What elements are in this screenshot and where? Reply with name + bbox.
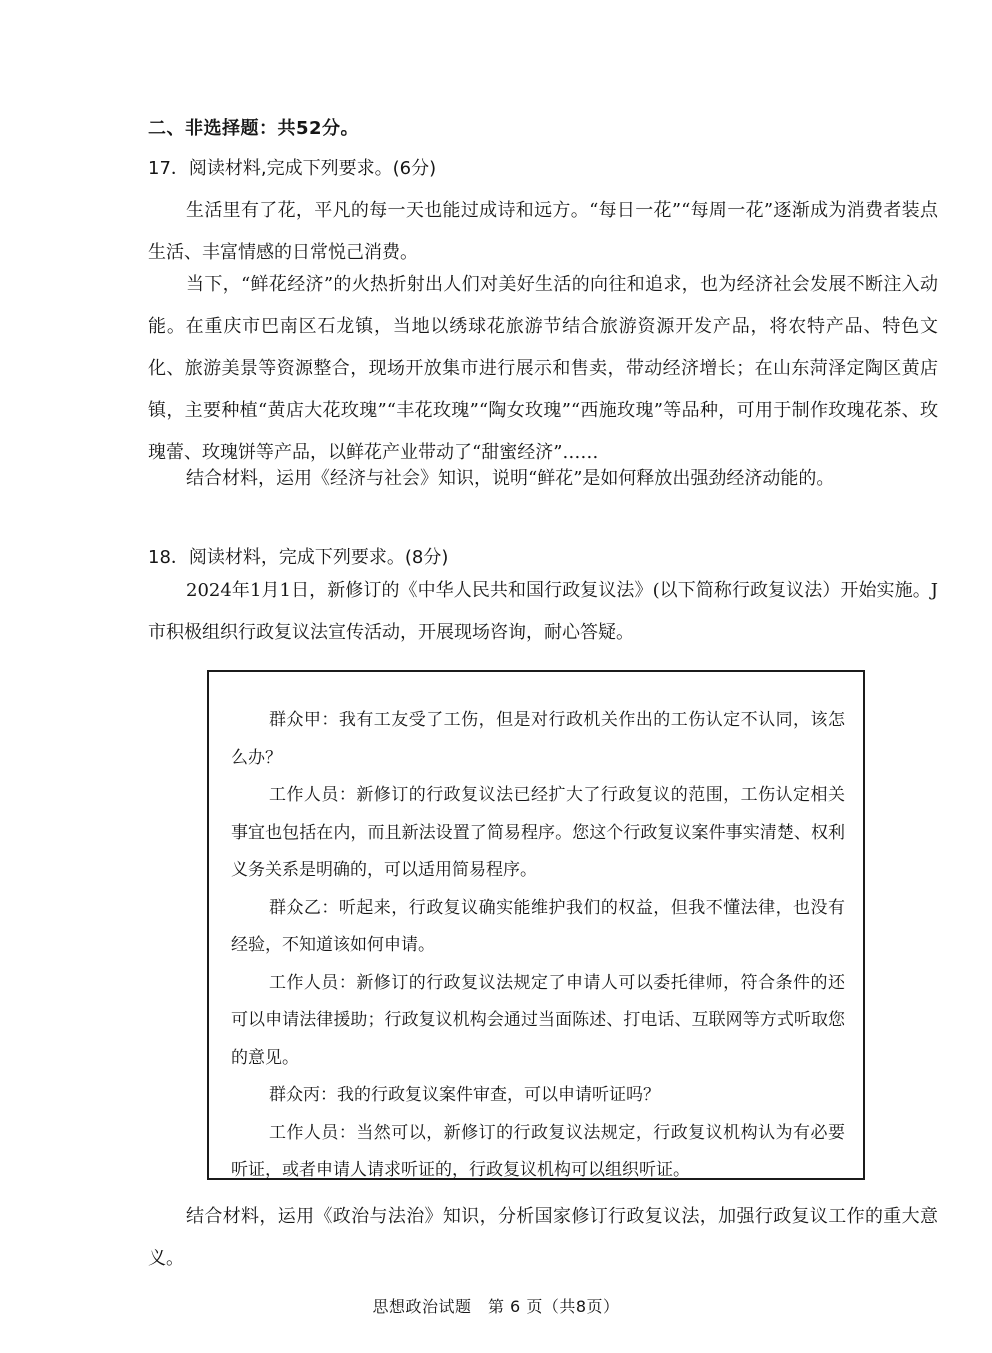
dialogue-line: 工作人员：当然可以，新修订的行政复议法规定，行政复议机构认为有必要听证，或者申请人请求听证的，行政复议机构可以组织听证。 bbox=[231, 1122, 845, 1180]
dialogue-line: 工作人员：新修订的行政复议法已经扩大了行政复议的范围，工伤认定相关事宜也包括在内，而且新法设置了简易程序。您这个行政复议案件事实清楚、权利义务关系是明确的，可以适用简易程序。 bbox=[231, 785, 845, 880]
dialogue-content bbox=[231, 702, 845, 1190]
dialogue-line: 群众丙：我的行政复议案件审查，可以申请听证吗？ bbox=[269, 1085, 660, 1105]
dialogue-line: 群众乙：听起来，行政复议确实能维护我们的权益，但我不懂法律，也没有经验，不知道该如何申请。 bbox=[231, 897, 845, 955]
question-18-heading: 18．阅读材料，完成下列要求。(8分) bbox=[148, 547, 449, 568]
question-17-task: 结合材料，运用《经济与社会》知识，说明“鲜花”是如何释放出强劲经济动能的。 bbox=[186, 468, 835, 489]
page-footer: 思想政治试题 第 6 页（共8页） bbox=[372, 1297, 620, 1316]
section-title: 二、非选择题：共52分。 bbox=[148, 118, 360, 139]
question-17-heading: 17．阅读材料,完成下列要求。(6分) bbox=[148, 158, 437, 179]
dialogue-line: 群众甲：我有工友受了工伤，但是对行政机关作出的工伤认定不认同，该怎么办？ bbox=[231, 710, 845, 768]
question-17-paragraph-2: 当下，“鲜花经济”的火热折射出人们对美好生活的向往和追求，也为经济社会发展不断注入动能。在重庆市巴南区石龙镇，当地以绣球花旅游节结合旅游资源开发产品，将农特产品、特色文化、旅游美景等资源整合，现场开放集市进行展示和售卖，带动经济增长；在山东菏泽定陶区黄店镇，主要种植“黄店大花玫瑰”“丰花玫瑰”“陶女玫瑰”“西施玫瑰”等品种，可用于制作玫瑰花茶、玫瑰蕾、玫瑰饼等产品，以鲜花产业带动了“甜蜜经济”…… bbox=[148, 274, 938, 463]
dialogue-line: 工作人员：新修订的行政复议法规定了申请人可以委托律师，符合条件的还可以申请法律援助；行政复议机构会通过当面陈述、打电话、互联网等方式听取您的意见。 bbox=[231, 972, 845, 1068]
question-17-paragraph-1: 生活里有了花，平凡的每一天也能过成诗和远方。“每日一花”“每周一花”逐渐成为消费者装点生活、丰富情感的日常悦己消费。 bbox=[148, 200, 938, 263]
question-18-paragraph-1: 2024年1月1日，新修订的《中华人民共和国行政复议法》(以下简称行政复议法）开始实施。J市积极组织行政复议法宣传活动，开展现场咨询，耐心答疑。 bbox=[148, 580, 938, 643]
dialogue-box bbox=[207, 670, 865, 1180]
question-18-task: 结合材料，运用《政治与法治》知识，分析国家修订行政复议法，加强行政复议工作的重大意义。 bbox=[148, 1206, 938, 1269]
